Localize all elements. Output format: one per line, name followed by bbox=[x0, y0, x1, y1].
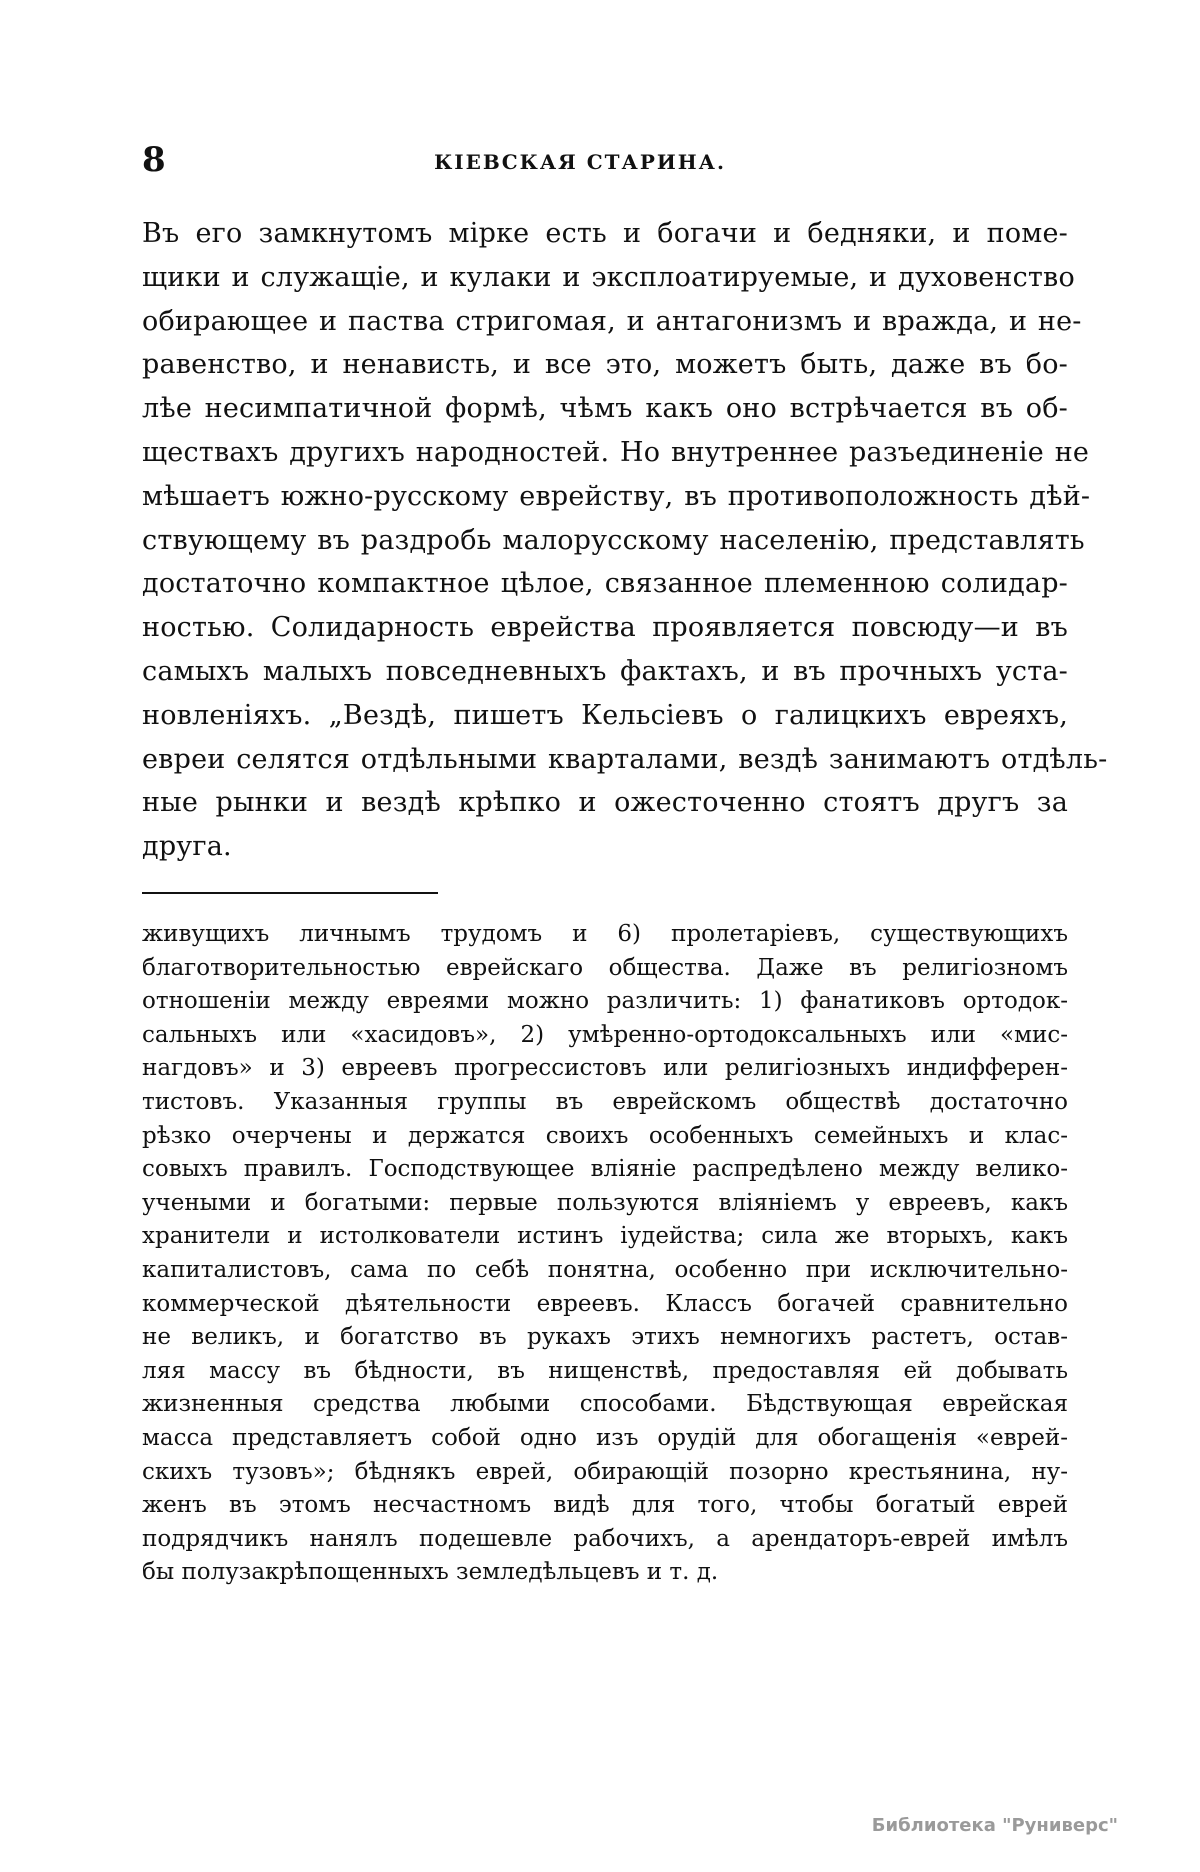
text-line: самыхъ малыхъ повседневныхъ фактахъ, и въ прочныхъ уста- bbox=[142, 655, 1068, 687]
footnote-line: тистовъ. Указанныя группы въ еврейскомъ обществѣ достаточно bbox=[142, 1088, 1068, 1115]
footnote-line: учеными и богатыми: первые пользуются вліяніемъ у евреевъ, какъ bbox=[142, 1189, 1068, 1216]
text-line: ществахъ другихъ народностей. Но внутреннее разъединеніе не bbox=[142, 436, 1090, 468]
footnote-line: рѣзко очерчены и держатся своихъ особенныхъ семейныхъ и клас- bbox=[142, 1122, 1068, 1149]
footnote-line: ляя массу въ бѣдности, въ нищенствѣ, предоставляя ей добывать bbox=[142, 1357, 1068, 1384]
footnote-line: женъ въ этомъ несчастномъ видѣ для того, чтобы богатый еврей bbox=[142, 1492, 1068, 1519]
text-line: новленіяхъ. „Вездѣ, пишетъ Кельсіевъ о галицкихъ евреяхъ, bbox=[142, 699, 1068, 731]
page-number: 8 bbox=[142, 140, 166, 180]
footnote-line: не великъ, и богатство въ рукахъ этихъ немногихъ растетъ, остав- bbox=[142, 1324, 1068, 1351]
footnote-line: жизненныя средства любыми способами. Бѣдствующая еврейская bbox=[142, 1391, 1068, 1418]
footnote-line: скихъ тузовъ»; бѣднякъ еврей, обирающій позорно крестьянина, ну- bbox=[142, 1458, 1068, 1485]
footnote-line: совыхъ правилъ. Господствующее вліяніе распредѣлено между велико- bbox=[142, 1156, 1068, 1183]
text-line: евреи селятся отдѣльными кварталами, вездѣ занимаютъ отдѣль- bbox=[142, 743, 1108, 775]
footnote-line: живущихъ личнымъ трудомъ и 6) пролетаріевъ, существующихъ bbox=[142, 921, 1068, 947]
text-line: мѣшаетъ южно-русскому еврейству, въ противоположность дѣй- bbox=[142, 480, 1091, 512]
text-line: ностью. Солидарность еврейства проявляется повсюду—и въ bbox=[142, 612, 1068, 644]
footnote-line: отношеніи между евреями можно различить: 1) фанатиковъ ортодок- bbox=[142, 988, 1068, 1015]
running-title: КІЕВСКАЯ СТАРИНА. bbox=[434, 150, 726, 174]
footnote-line: масса представляетъ собой одно изъ орудій для обогащенія «еврей- bbox=[142, 1424, 1068, 1451]
footnote-line: хранители и истолкователи истинъ іудейства; сила же вторыхъ, какъ bbox=[142, 1223, 1068, 1250]
text-line: равенство, и ненависть, и все это, можетъ быть, даже въ бо- bbox=[142, 349, 1068, 381]
text-line: лѣе несимпатичной формѣ, чѣмъ какъ оно встрѣчается въ об- bbox=[142, 393, 1068, 425]
footnote-line: коммерческой дѣятельности евреевъ. Классъ богачей сравнительно bbox=[142, 1290, 1068, 1317]
text-line: ствующему въ раздробь малорусскому населенію, представлять bbox=[142, 524, 1085, 556]
footnote-line: благотворительностью еврейскаго общества. Даже въ религіозномъ bbox=[142, 954, 1068, 981]
library-watermark: Библиотека "Руниверс" bbox=[871, 1815, 1118, 1836]
text-line: обирающее и паства стригомая, и антагонизмъ и вражда, и не- bbox=[142, 305, 1082, 337]
text-line: щики и служащіе, и кулаки и эксплоатируемые, и духовенство bbox=[142, 261, 1075, 293]
footnote-divider bbox=[142, 892, 438, 894]
text-line: друга. bbox=[142, 831, 232, 863]
footnote-line: капиталистовъ, сама по себѣ понятна, особенно при исключительно- bbox=[142, 1256, 1068, 1283]
footnote-line: подрядчикъ нанялъ подешевле рабочихъ, а арендаторъ-еврей имѣлъ bbox=[142, 1525, 1068, 1552]
footnote-line: бы полузакрѣпощенныхъ земледѣльцевъ и т. д. bbox=[142, 1559, 719, 1586]
text-line: ные рынки и вездѣ крѣпко и ожесточенно стоятъ другъ за bbox=[142, 787, 1068, 819]
main-text-block bbox=[142, 212, 1108, 869]
footnote-block bbox=[142, 918, 1068, 1590]
footnote-line: сальныхъ или «хасидовъ», 2) умѣренно-ортодоксальныхъ или «мис- bbox=[142, 1021, 1068, 1048]
text-line: Въ его замкнутомъ мірке есть и богачи и бедняки, и поме- bbox=[142, 218, 1068, 249]
text-line: достаточно компактное цѣлое, связанное племенною солидар- bbox=[142, 568, 1068, 600]
footnote-line: нагдовъ» и 3) евреевъ прогрессистовъ или религіозныхъ индифферен- bbox=[142, 1055, 1068, 1082]
